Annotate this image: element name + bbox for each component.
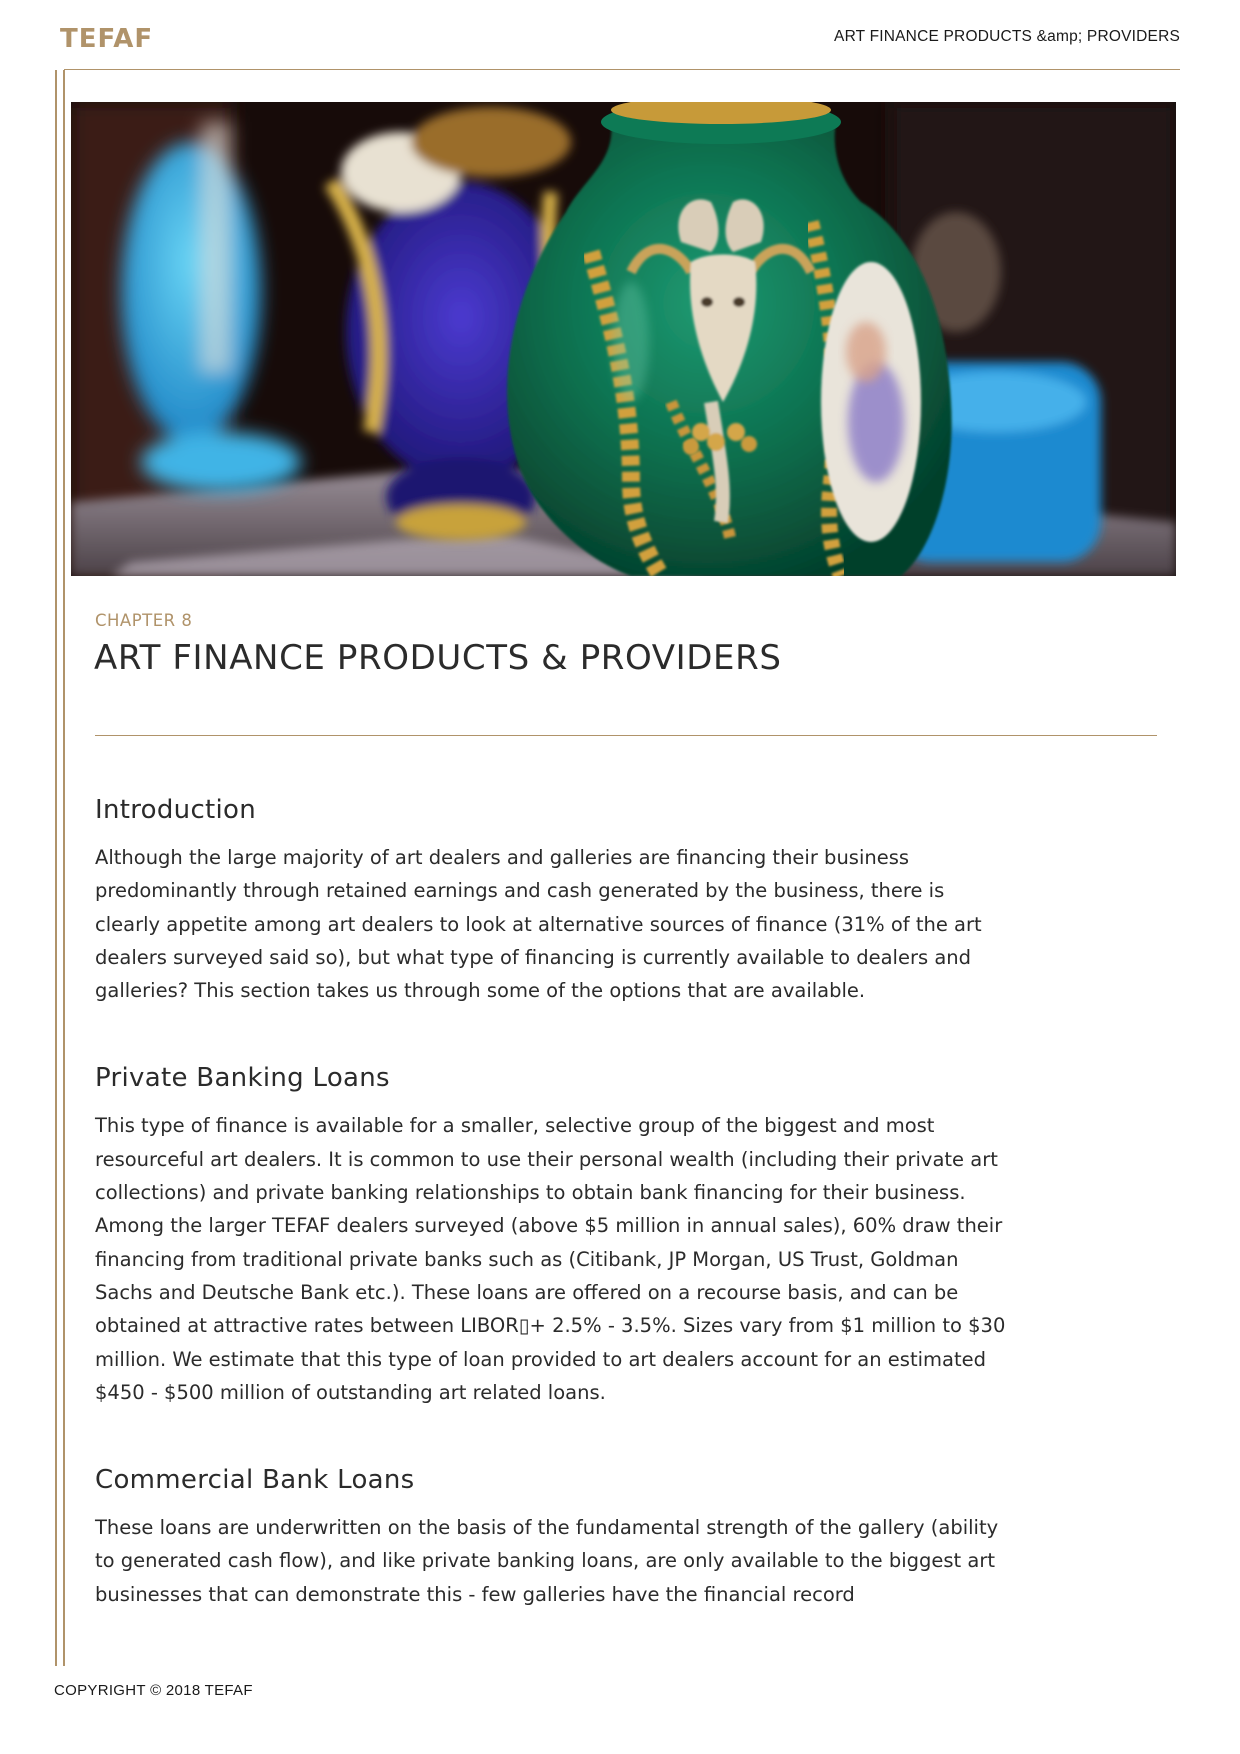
section-paragraph: These loans are underwritten on the basis of the fundamental strength of the gallery (ability to generated cash flow), and like private banking loans, are only available to the biggest art businesses that can demonstrate this - few galleries have the financial record (95, 1516, 999, 1606)
header-divider (64, 69, 1180, 70)
chapter-number: CHAPTER 8 (95, 611, 193, 630)
section-paragraph: This type of finance is available for a smaller, selective group of the biggest and most resourceful art dealers. It is common to use their personal wealth (including their private art collections) and private banking relationships to obtain bank financing for their business. Among the larger TEFAF dealers surveyed (above $5 million in annual sales), 60% draw their financing from traditional private banks such as (Citibank, JP Morgan, US Trust, Goldman Sachs and Deutsche Bank etc.). These loans are offered on a recourse basis, and can be obtained at attractive rates between LIBOR▯+ 2.5% - 3.5%. Sizes vary from $1 million to $30 million. We estimate that this type of loan provided to art dealers account for an estimated $450 - $500 million of outstanding art related loans. (95, 1114, 1006, 1404)
chapter-content (95, 795, 1015, 1667)
copyright-footer: COPYRIGHT © 2018 TEFAF (54, 1682, 253, 1699)
section-heading: Private Banking Loans (95, 1063, 390, 1094)
section-paragraph: Although the large majority of art dealers and galleries are financing their business predominantly through retained earnings and cash generated by the business, there is clearly appetite among art dealers to look at alternative sources of finance (31% of the art dealers surveyed said so), but what type of financing is currently available to dealers and galleries? This section takes us through some of the options that are available. (95, 846, 982, 1003)
section-private-banking-loans (95, 1063, 1015, 1409)
running-header-title: ART FINANCE PRODUCTS &amp; PROVIDERS (834, 28, 1180, 45)
left-margin-rule-inner (63, 70, 65, 1666)
section-heading: Commercial Bank Loans (95, 1465, 415, 1496)
hero-image-porcelain-vases (71, 102, 1176, 576)
section-heading: Introduction (95, 795, 257, 825)
chapter-title: ART FINANCE PRODUCTS & PROVIDERS (94, 638, 782, 678)
section-introduction (95, 795, 1015, 1007)
chapter-divider (95, 735, 1157, 736)
left-margin-rule-outer (55, 70, 57, 1666)
section-commercial-bank-loans (95, 1465, 1015, 1611)
tefaf-logo: TEFAF (60, 24, 154, 54)
